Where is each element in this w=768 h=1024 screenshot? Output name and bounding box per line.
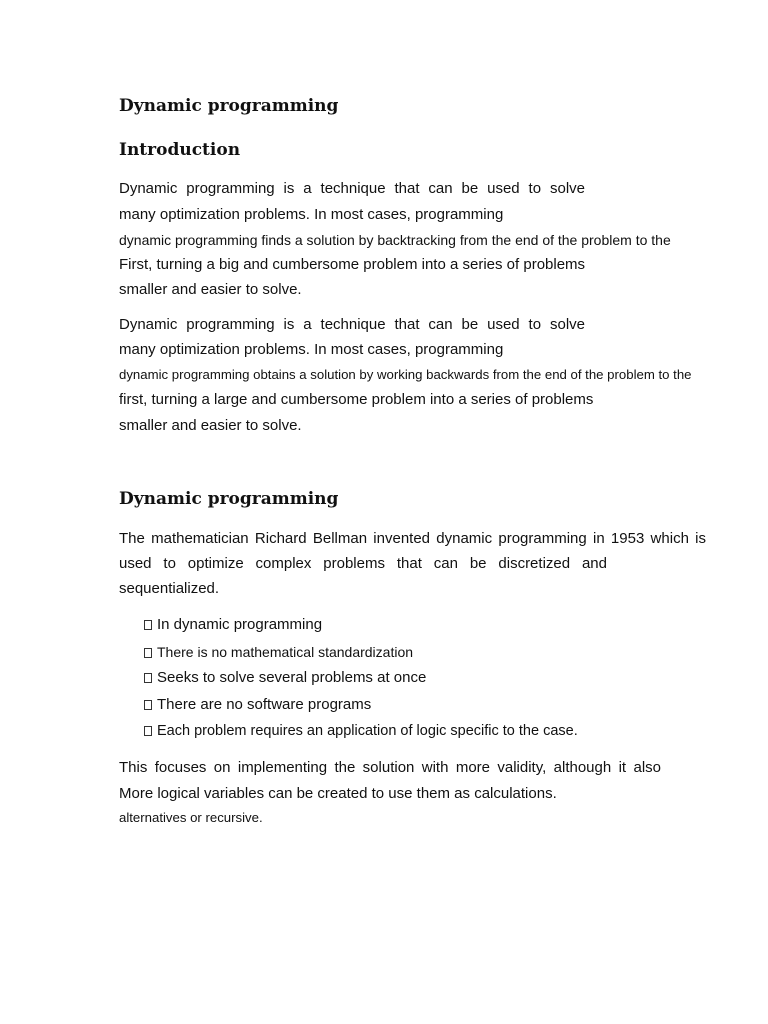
intro-paragraph-1-line-5: smaller and easier to solve. xyxy=(119,281,302,298)
section-subtitle: Introduction xyxy=(119,140,241,160)
bellman-paragraph-line-1: The mathematician Richard Bellman invented dynamic programming in 1953 which is xyxy=(119,530,706,547)
bullet-item xyxy=(144,669,426,687)
section-title: Dynamic programming xyxy=(119,96,339,116)
intro-paragraph-1-line-3: dynamic programming finds a solution by backtracking from the end of the problem to the xyxy=(119,232,671,248)
intro-paragraph-2-line-4: first, turning a large and cumbersome problem into a series of problems xyxy=(119,391,594,408)
bullet-box-icon xyxy=(144,620,152,630)
bullet-item xyxy=(144,696,371,714)
section-title-2: Dynamic programming xyxy=(119,489,339,509)
bullet-text: There is no mathematical standardization xyxy=(157,644,414,660)
intro-paragraph-2-line-5: smaller and easier to solve. xyxy=(119,417,302,434)
intro-paragraph-1-line-2: many optimization problems. In most cases, programming xyxy=(119,206,504,223)
bullet-item xyxy=(144,722,578,740)
intro-paragraph-2-line-1: Dynamic programming is a technique that can be used to solve xyxy=(119,316,585,333)
intro-paragraph-1-line-4: First, turning a big and cumbersome problem into a series of problems xyxy=(119,256,586,273)
bullet-text: Seeks to solve several problems at once xyxy=(157,669,427,686)
bullet-text: In dynamic programming xyxy=(157,616,323,633)
bullet-box-icon xyxy=(144,700,152,710)
bullet-box-icon xyxy=(144,673,152,683)
bullet-box-icon xyxy=(144,648,152,658)
bullet-text: There are no software programs xyxy=(157,696,372,713)
bellman-paragraph-line-2: used to optimize complex problems that can be discretized and xyxy=(119,555,607,572)
bullet-box-icon xyxy=(144,726,152,736)
closing-line-2: More logical variables can be created to use them as calculations. xyxy=(119,785,557,802)
bullet-item xyxy=(144,616,322,634)
intro-paragraph-2-line-2: many optimization problems. In most cases, programming xyxy=(119,341,504,358)
intro-paragraph-2-line-3: dynamic programming obtains a solution by working backwards from the end of the problem to the xyxy=(119,367,692,382)
closing-line-1: This focuses on implementing the solution with more validity, although it also xyxy=(119,759,661,776)
bullet-text: Each problem requires an application of logic specific to the case. xyxy=(157,723,578,739)
bellman-paragraph-line-3: sequentialized. xyxy=(119,580,220,597)
intro-paragraph-1-line-1: Dynamic programming is a technique that can be used to solve xyxy=(119,180,585,197)
closing-line-3: alternatives or recursive. xyxy=(119,810,263,825)
bullet-item xyxy=(144,643,413,661)
